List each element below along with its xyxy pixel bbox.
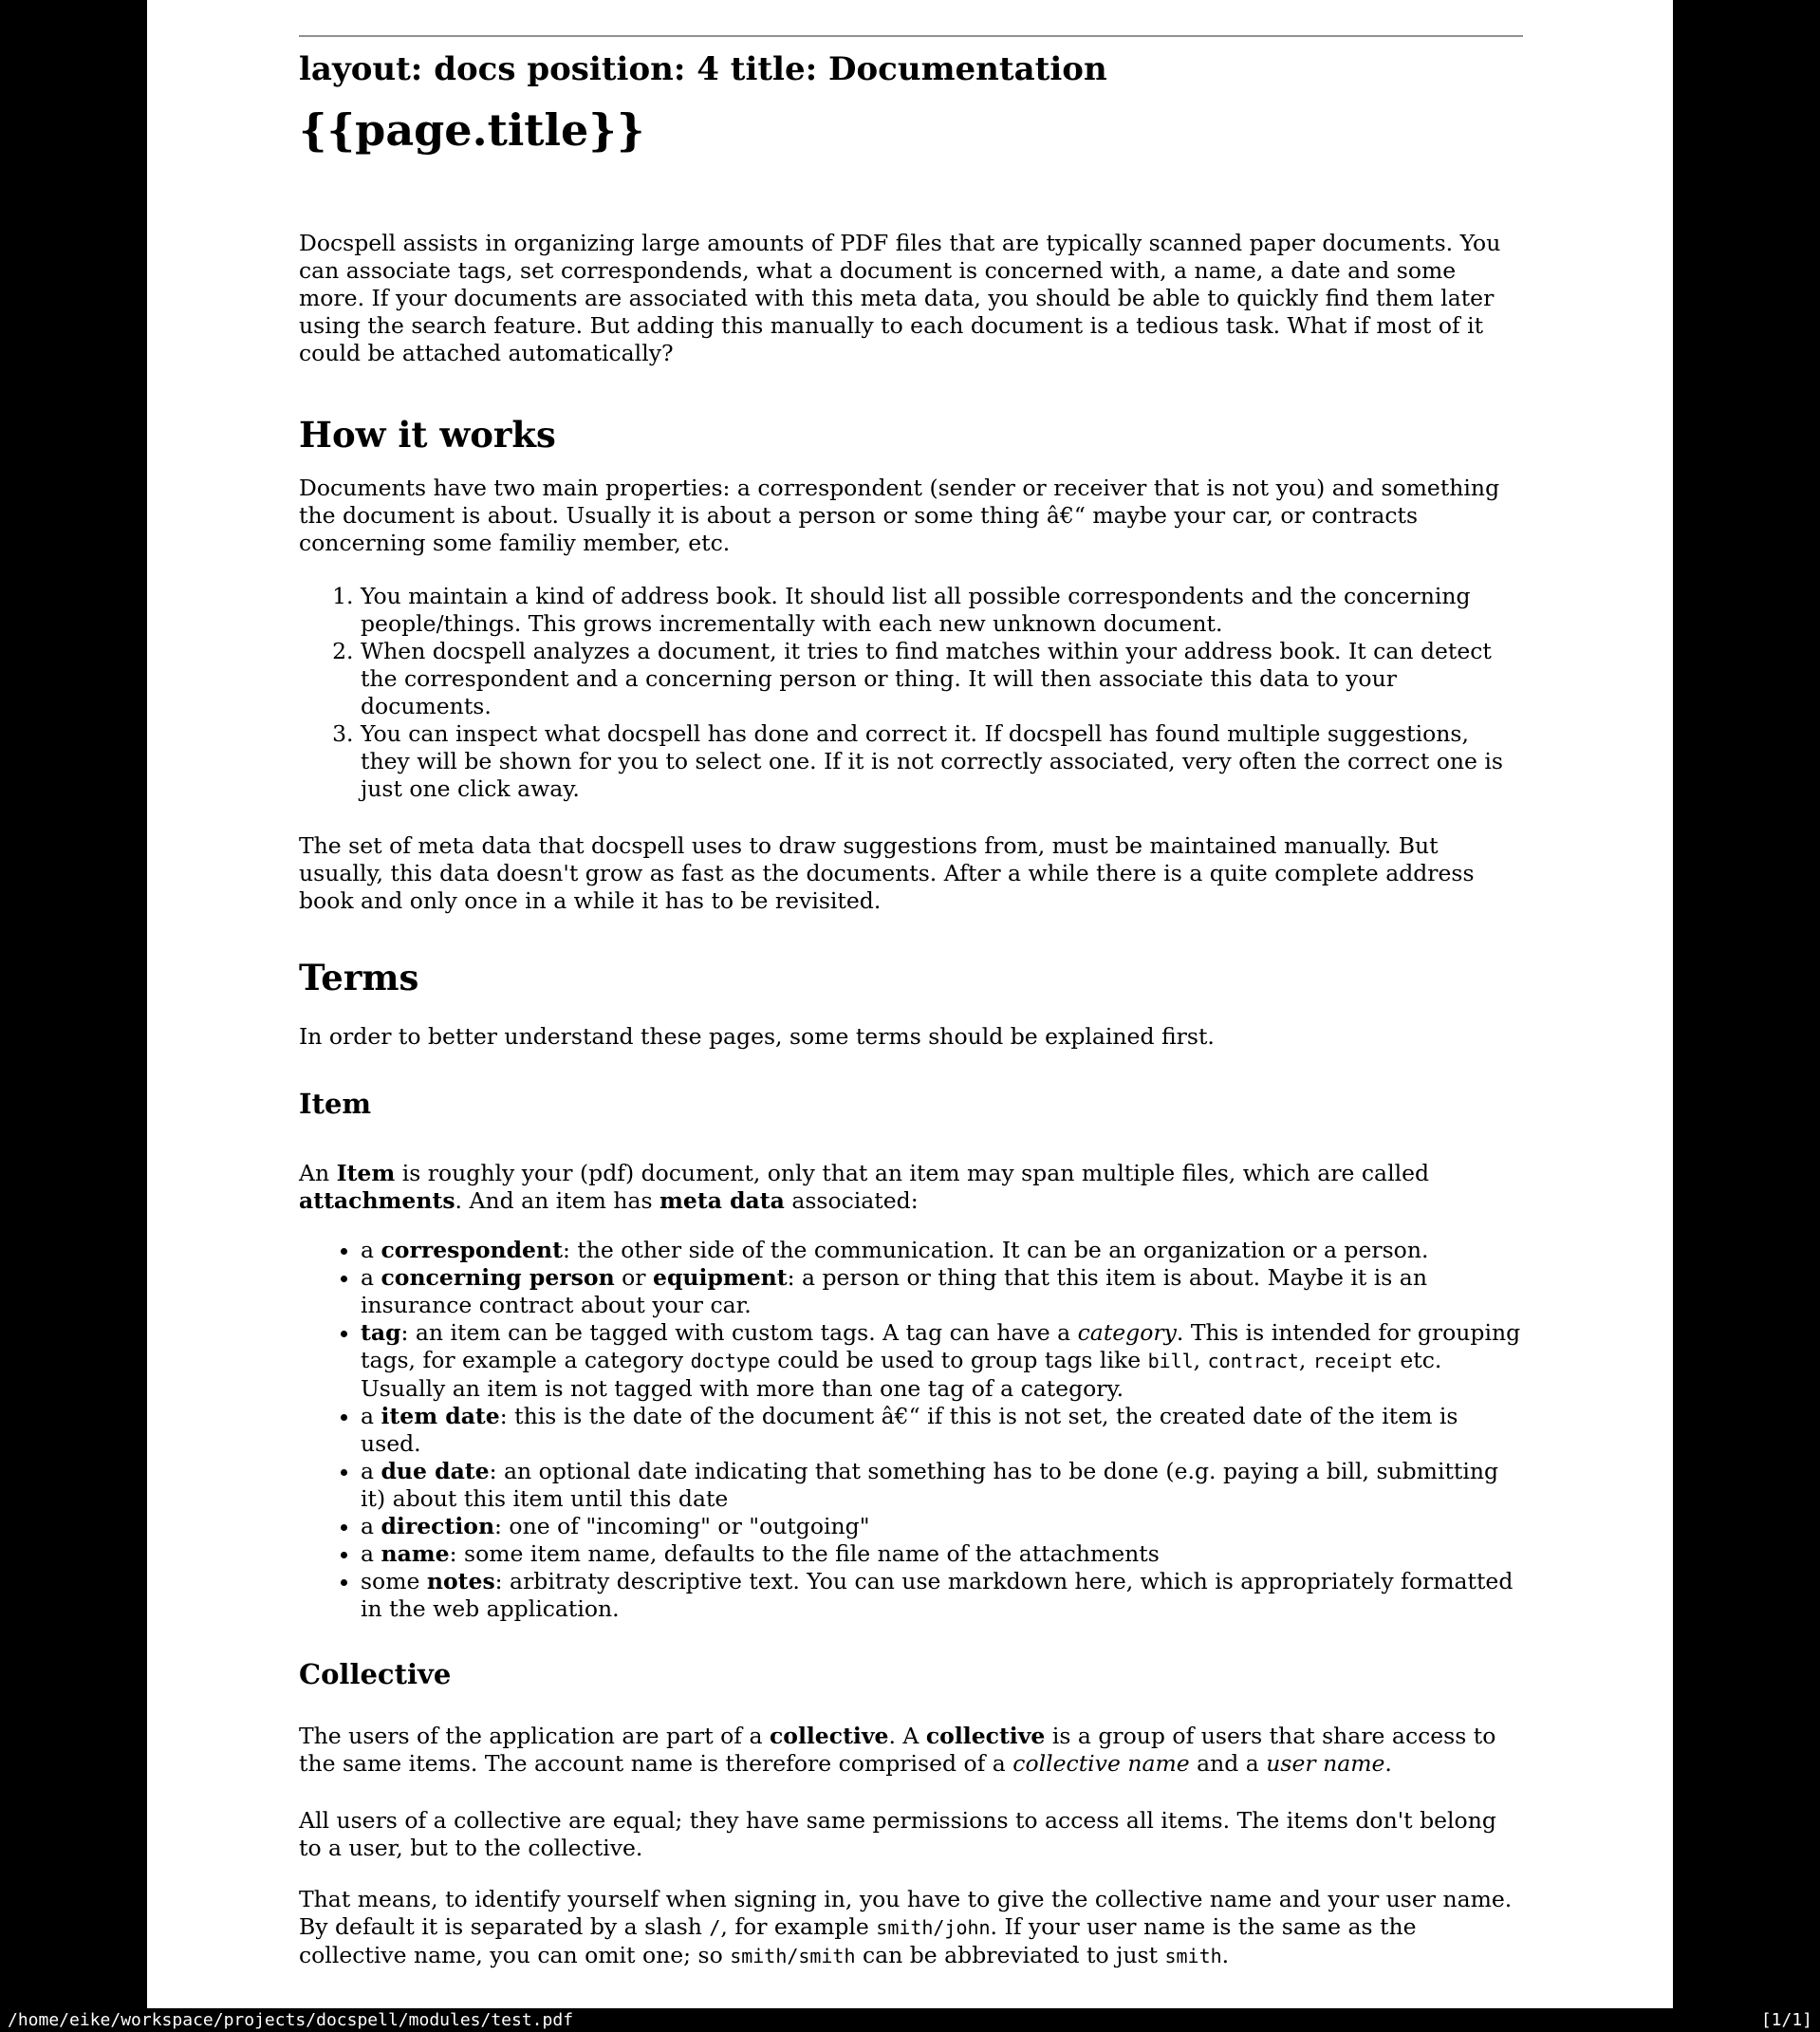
list-item [361, 720, 1523, 803]
text-segment: . [1384, 1750, 1392, 1777]
text-segment: tag [361, 1319, 401, 1346]
text-segment: You maintain a kind of address book. It should list all possible correspondents and the concerning people/things. This grows incrementally with each new unknown document. [361, 583, 1471, 637]
text-segment: . If your user name is the same as the collective name, you can omit one; so [299, 1913, 1417, 1968]
statusbar-file-path: /home/eike/workspace/projects/docspell/modules/test.pdf [8, 2010, 574, 2030]
list-item [361, 1458, 1523, 1513]
text-segment: and a [1189, 1750, 1267, 1777]
text-segment: notes [426, 1568, 495, 1594]
text-segment: : a person or thing that this item is about. Maybe it is an insurance contract about your car. [361, 1264, 1427, 1318]
statusbar [0, 2008, 1820, 2032]
text-segment: correspondent [381, 1237, 563, 1263]
text-segment: . [1221, 1942, 1230, 1968]
list-item [361, 638, 1523, 720]
text-segment: a [361, 1264, 381, 1291]
text-segment: In order to better understand these pages, some terms should be explained first. [299, 1023, 1215, 1050]
text-segment: a [361, 1513, 381, 1539]
text-segment: smith [1164, 1945, 1222, 1967]
heading-terms: Terms [299, 957, 419, 998]
text-segment: is roughly your (pdf) document, only that an item may span multiple files, which are called [395, 1160, 1430, 1186]
heading-item: Item [299, 1088, 372, 1120]
text-segment: is a group of users that share access to the same items. The account name is therefore comprised of a [299, 1723, 1496, 1777]
text-segment: item date [381, 1403, 500, 1429]
text-segment: Item [336, 1160, 396, 1186]
page-title: {{page.title}} [299, 104, 645, 156]
paragraph-item-definition [299, 1160, 1523, 1215]
text-segment: An [299, 1160, 337, 1186]
text-segment: : an optional date indicating that something has to be done (e.g. paying a bill, submitting it) about this item until this date [361, 1458, 1499, 1512]
text-segment: , [1193, 1347, 1208, 1373]
text-segment: name [381, 1540, 450, 1567]
how-it-works-steps [299, 583, 1523, 803]
text-segment: When docspell analyzes a document, it tries to find matches within your address book. It can detect the correspondent and a concerning person or thing. It will then associate this data to your documents. [361, 638, 1492, 719]
text-segment: receipt [1312, 1350, 1393, 1372]
text-segment: a [361, 1403, 381, 1429]
text-segment: The set of meta data that docspell uses to draw suggestions from, must be maintained manually. But usually, this data doesn't grow as fast as the documents. After a while there is a quite complete address book and only once in a while it has to be revisited. [299, 832, 1475, 914]
text-segment: : some item name, defaults to the file name of the attachments [449, 1540, 1160, 1567]
text-segment: smith/john [876, 1916, 991, 1939]
list-item [361, 1264, 1523, 1319]
text-segment: associated: [784, 1187, 919, 1214]
list-item [361, 1513, 1523, 1540]
horizontal-rule [299, 35, 1523, 37]
text-segment: could be used to group tags like [770, 1347, 1148, 1373]
text-segment: meta data [659, 1187, 785, 1214]
text-segment: : one of "incoming" or "outgoing" [494, 1513, 870, 1539]
text-segment: category [1077, 1319, 1177, 1346]
heading-collective: Collective [299, 1658, 452, 1690]
text-segment: , for example [720, 1913, 877, 1940]
text-segment: . This is intended for grouping tags, for example a category [361, 1319, 1521, 1373]
text-segment: a [361, 1458, 381, 1484]
frontmatter-heading: layout: docs position: 4 title: Documentation [299, 50, 1107, 88]
paragraph-terms-intro [299, 1023, 1523, 1051]
text-segment: : the other side of the communication. It can be an organization or a person. [562, 1237, 1429, 1263]
text-segment: : this is the date of the document â€“ if this is not set, the created date of the item is used. [361, 1403, 1458, 1457]
text-segment: You can inspect what docspell has done and correct it. If docspell has found multiple suggestions, they will be shown for you to select one. If it is not correctly associated, very often the correct one is just one click away. [361, 720, 1503, 802]
text-segment: a [361, 1237, 381, 1263]
text-segment: some [361, 1568, 427, 1594]
text-segment: attachments [299, 1187, 455, 1214]
text-segment: smith/smith [730, 1945, 856, 1967]
text-segment: user name [1266, 1750, 1385, 1777]
text-segment: can be abbreviated to just [855, 1942, 1165, 1968]
list-item [361, 1237, 1523, 1264]
text-segment: doctype [690, 1350, 771, 1372]
heading-how-it-works: How it works [299, 414, 556, 456]
text-segment: due date [381, 1458, 490, 1484]
text-segment: etc. Usually an item is not tagged with more than one tag of a category. [361, 1347, 1442, 1402]
text-segment: collective [769, 1723, 889, 1749]
text-segment: equipment [653, 1264, 788, 1291]
text-segment: collective [925, 1723, 1046, 1749]
list-item [361, 1568, 1523, 1623]
text-segment: collective name [1012, 1750, 1190, 1777]
text-segment: . And an item has [455, 1187, 660, 1214]
paragraph-properties [299, 475, 1523, 557]
list-item [361, 1403, 1523, 1458]
text-segment: That means, to identify yourself when signing in, you have to give the collective name and your user name. By default it is separated by a slash [299, 1886, 1513, 1940]
item-meta-list [299, 1237, 1523, 1623]
text-segment: Docspell assists in organizing large amounts of PDF files that are typically scanned paper documents. You can associate tags, set correspondends, what a document is concerned with, a name, a date and some more. If your documents are associated with this meta data, you should be able to quickly find them later using the search feature. But adding this manually to each document is a tedious task. What if most of it could be attached automatically? [299, 230, 1501, 366]
paragraph-collective-permissions [299, 1807, 1523, 1862]
statusbar-page-indicator: [1/1] [1760, 2010, 1812, 2030]
text-segment: The users of the application are part of a [299, 1723, 770, 1749]
text-segment: / [709, 1916, 721, 1939]
pdf-page [147, 0, 1673, 2008]
text-segment: , [1298, 1347, 1313, 1373]
text-segment: . A [888, 1723, 926, 1749]
text-segment: concerning person [381, 1264, 615, 1291]
document-content [147, 0, 1673, 1970]
text-segment: bill [1147, 1350, 1194, 1372]
text-segment: All users of a collective are equal; they have same permissions to access all items. The items don't belong to a user, but to the collective. [299, 1807, 1496, 1861]
list-item [361, 1540, 1523, 1568]
text-segment: direction [381, 1513, 495, 1539]
text-segment: Documents have two main properties: a correspondent (sender or receiver that is not you) and something the document is about. Usually it is about a person or some thing â€“ maybe your car, or contracts concerning some familiy member, etc. [299, 475, 1500, 556]
paragraph-collective-signin [299, 1886, 1523, 1970]
list-item [361, 1319, 1523, 1403]
text-segment: contract [1207, 1350, 1299, 1372]
paragraph-collective-definition [299, 1723, 1523, 1778]
paragraph-intro [299, 230, 1523, 367]
paragraph-meta-note [299, 832, 1523, 915]
list-item [361, 583, 1523, 638]
text-segment: or [614, 1264, 653, 1291]
text-segment: : arbitraty descriptive text. You can use markdown here, which is appropriately formatted in the web application. [361, 1568, 1514, 1622]
text-segment: a [361, 1540, 381, 1567]
text-segment: : an item can be tagged with custom tags. A tag can have a [400, 1319, 1078, 1346]
